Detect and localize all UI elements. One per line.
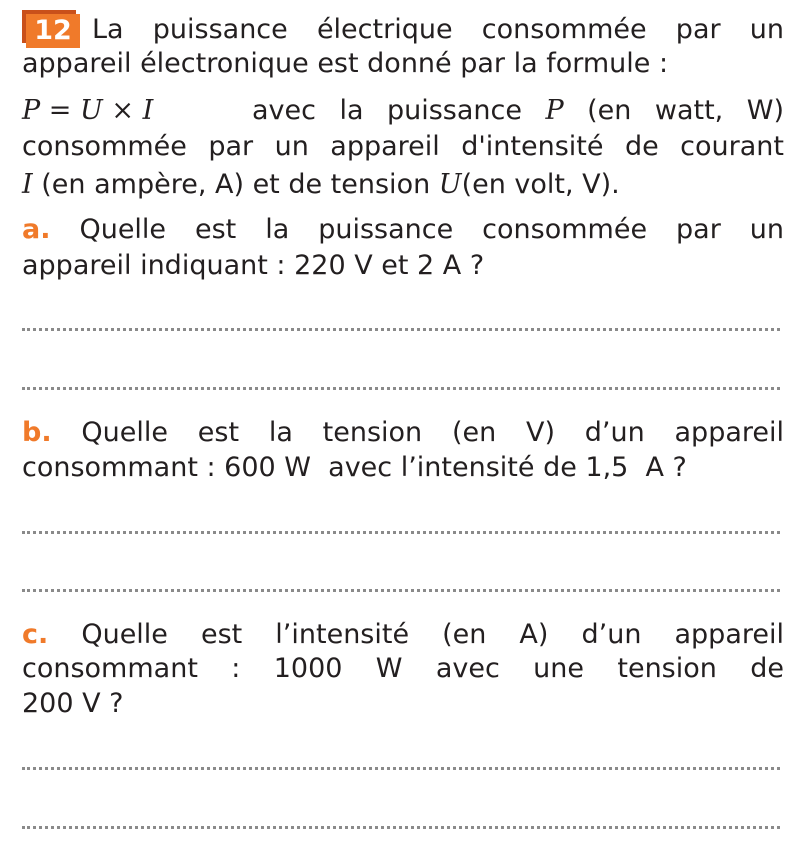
definition-text-1b: (en watt, W) [587, 95, 784, 126]
definition-text-1a: avec la puissance [252, 95, 522, 126]
definition-line-2 [22, 130, 784, 164]
formula-U: U [79, 95, 103, 126]
question-b-text-1: Quelle est la tension (en V) d’un appareil [81, 417, 784, 448]
question-a-letter: a. [22, 214, 51, 245]
intro-line-2: appareil électronique est donné par la formule : [22, 48, 669, 79]
question-c-text-1: Quelle est l’intensité (en A) d’un appareil [81, 619, 784, 650]
question-c-line-2 [22, 652, 784, 686]
question-b-letter: b. [22, 417, 52, 448]
answer-line-a-2[interactable] [22, 387, 780, 390]
answer-line-c-1[interactable] [22, 767, 780, 770]
question-b-line-1 [22, 416, 784, 450]
exercise-number-badge [22, 10, 80, 48]
answer-line-c-2[interactable] [22, 826, 780, 829]
question-a-line-2: appareil indiquant : 220 V et 2 A ? [22, 250, 485, 281]
definition-line-3 [22, 168, 784, 202]
definition-var-I: I [22, 169, 33, 200]
definition-text-2: consommée par un appareil d'intensité de courant [22, 131, 784, 162]
definition-var-P: P [545, 95, 564, 126]
question-a-text-1: Quelle est la puissance consommée par un [79, 214, 784, 245]
formula-I: I [142, 95, 154, 126]
definition-text-3b: (en volt, V). [461, 169, 620, 200]
question-a-line-1 [22, 213, 784, 247]
question-b-line-2: consommant : 600 W avec l’intensité de 1,5 A ? [22, 452, 687, 483]
definition-var-U: U [438, 169, 462, 200]
exercise-number: 12 [26, 14, 80, 48]
question-c-text-2: consommant : 1000 W avec une tension de [22, 653, 784, 684]
answer-line-a-1[interactable] [22, 328, 780, 331]
definition-text-3a: (en ampère, A) et de tension [41, 169, 431, 200]
definition-line-1 [252, 94, 784, 128]
formula-times: × [111, 95, 134, 126]
question-c-line-1 [22, 618, 784, 652]
intro-text-1: La puissance électrique consommée par un [92, 14, 784, 45]
intro-line-1 [92, 13, 784, 47]
question-c-letter: c. [22, 619, 49, 650]
formula-equals: = [48, 95, 72, 126]
answer-line-b-1[interactable] [22, 531, 780, 534]
formula [22, 94, 252, 128]
formula-P: P [22, 95, 41, 126]
question-c-line-3: 200 V ? [22, 688, 124, 719]
answer-line-b-2[interactable] [22, 589, 780, 592]
